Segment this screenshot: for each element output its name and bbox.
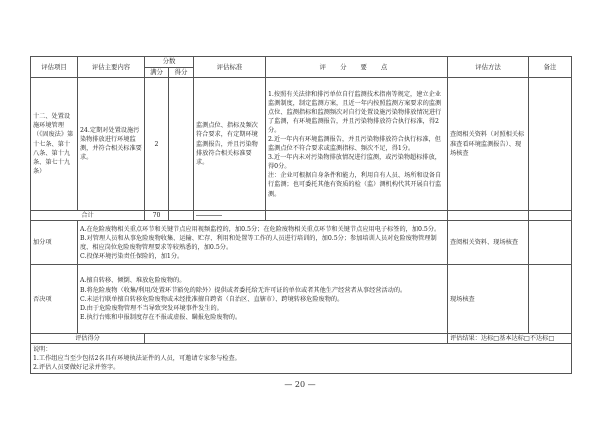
- notes-title: 说明：: [33, 346, 52, 354]
- header-method: 评估方法: [448, 57, 529, 78]
- veto-method: 现场核查: [448, 265, 529, 334]
- point-1: 1.按照有关法律和排污单位自行监测技术指南等规定，建立企业监测制度，制定监测方案，且近一年内按照监测方案要求的监测点位、监测指标和监测频次对自行处置设施污染物排放情况进行了监测，有环境监测报告，并且污染物排放符合执行标准，得2分。: [268, 90, 442, 134]
- dash-line: [196, 215, 222, 216]
- header-score-group: 分数: [145, 57, 194, 68]
- result-label: 评估结果：: [450, 335, 481, 343]
- standard-cell: 监测点位、指标及频次符合要求，有定期环境监测报告，并且污染物排放符合相关标准要求。: [194, 78, 266, 211]
- table-row-bonus: [31, 221, 572, 265]
- result-option-basic[interactable]: 基本达标□: [499, 335, 530, 343]
- bonus-remark: [529, 221, 572, 265]
- bonus-item: 加分项: [31, 221, 78, 265]
- bonus-points: [78, 221, 448, 265]
- remark-cell: [529, 78, 572, 211]
- veto-remark: [529, 265, 572, 334]
- veto-point-c: C.未运行联单擅自转移危险废物或未经批准擅自跨省（自治区、直辖市）、跨境转移危险废物的。: [80, 295, 344, 303]
- point-3: 3.近一年内未对污染物排放情况进行监测，或污染物超标排放，得0分。: [268, 154, 441, 171]
- full-score-cell: 2: [145, 78, 169, 211]
- header-content: 评估主要内容: [78, 57, 145, 78]
- result-option-pass[interactable]: 达标□: [480, 335, 500, 343]
- table-row-veto: [31, 265, 572, 334]
- method-cell: 查阅相关资料（对照相关标准查看环境监测报告）、现场核查: [448, 78, 529, 211]
- total-got-score[interactable]: [169, 211, 194, 221]
- veto-point-b: B.将危险废物（收集/利用/处置环节豁免的除外）提供或者委托给无许可证的单位或者其他生产经营者从事经营活动的。: [80, 286, 407, 294]
- veto-point-a: A.擅自转移、倾倒、堆放危险废物的。: [80, 277, 186, 285]
- header-standard: 评估标准: [194, 57, 266, 78]
- notes-cell: [31, 344, 572, 374]
- bonus-method: 查阅相关资料、现场核查: [448, 221, 529, 265]
- total-empty-method: [448, 211, 529, 221]
- total-empty-remark: [529, 211, 572, 221]
- veto-point-e: E.执行台账和申报制度存在不报或虚报、瞒报危险废物的。: [80, 313, 242, 321]
- header-full-score: 满分: [145, 68, 169, 78]
- header-remark: 备注: [529, 57, 572, 78]
- content-cell: 24.定期对处置设施污染物排放进行环境监测，并符合相关标准要求。: [78, 78, 145, 211]
- bonus-point-b: B.对管理人员和从事危险废物收集、运输、贮存、利用和处置等工作的人员进行培训的，加0.5分；参加培训人员对危险废物管理制度、相应岗位危险废物管理要求等较熟悉的，加0.5分。: [80, 234, 437, 251]
- table-row-item-12: [31, 78, 572, 211]
- total-empty-points: [266, 211, 448, 221]
- result-option-fail[interactable]: 不达标□: [529, 335, 555, 343]
- header-got-score: 得分: [169, 68, 194, 78]
- total-full-score: 70: [145, 211, 169, 221]
- table-row-total: [31, 211, 572, 221]
- got-score-cell[interactable]: [169, 78, 194, 211]
- veto-points: [78, 265, 448, 334]
- notes-line-1: 1.工作组应当至少包括2名具有环境执法证件的人员，可邀请专家参与检查。: [33, 355, 241, 363]
- assessment-table-page: [30, 56, 571, 374]
- table-row-score: [31, 334, 572, 344]
- point-2: 2.近一年内有环境监测报告，并且污染物排放符合执行标准，但监测点位不符合要求或监测指标、频次不足，得1分。: [268, 136, 441, 153]
- item-cell: 十二、处置设施环境管理（《固废法》第十七条、第十八条、第十九条、第七十九条）: [31, 78, 78, 211]
- table-row-notes: [31, 344, 572, 374]
- notes-line-2: 2.评估人员要做好记录并签字。: [33, 364, 120, 372]
- point-note: 注：企业可根据自身条件和能力，利用自有人员、场所和设备自行监测；也可委托其他有资质的检（监）测机构代其开展自行监测。: [268, 172, 442, 198]
- header-points: 评 分 要 点: [266, 57, 448, 78]
- total-standard-dash: [194, 211, 266, 221]
- total-label: 合计: [31, 211, 145, 221]
- assessment-table: [30, 56, 572, 374]
- bonus-point-a: A.在危险废物相关重点环节和关键节点应用视频监控的，加0.5分；在危险废物相关重点环节和关键节点应用电子标签的，加0.5分。: [80, 225, 441, 233]
- result-cell: [448, 334, 572, 344]
- bonus-point-c: C.投保环境污染责任保险的，加1分。: [80, 252, 184, 260]
- score-label: 评估得分: [31, 334, 145, 344]
- veto-item: 否决项: [31, 265, 78, 334]
- header-item: 评估项目: [31, 57, 78, 78]
- score-value[interactable]: [145, 334, 448, 344]
- veto-point-d: D.由于危险废物管理不当导致突发环境事件发生的。: [80, 304, 223, 312]
- points-cell: [266, 78, 448, 211]
- page-number: — 20 —: [284, 380, 316, 389]
